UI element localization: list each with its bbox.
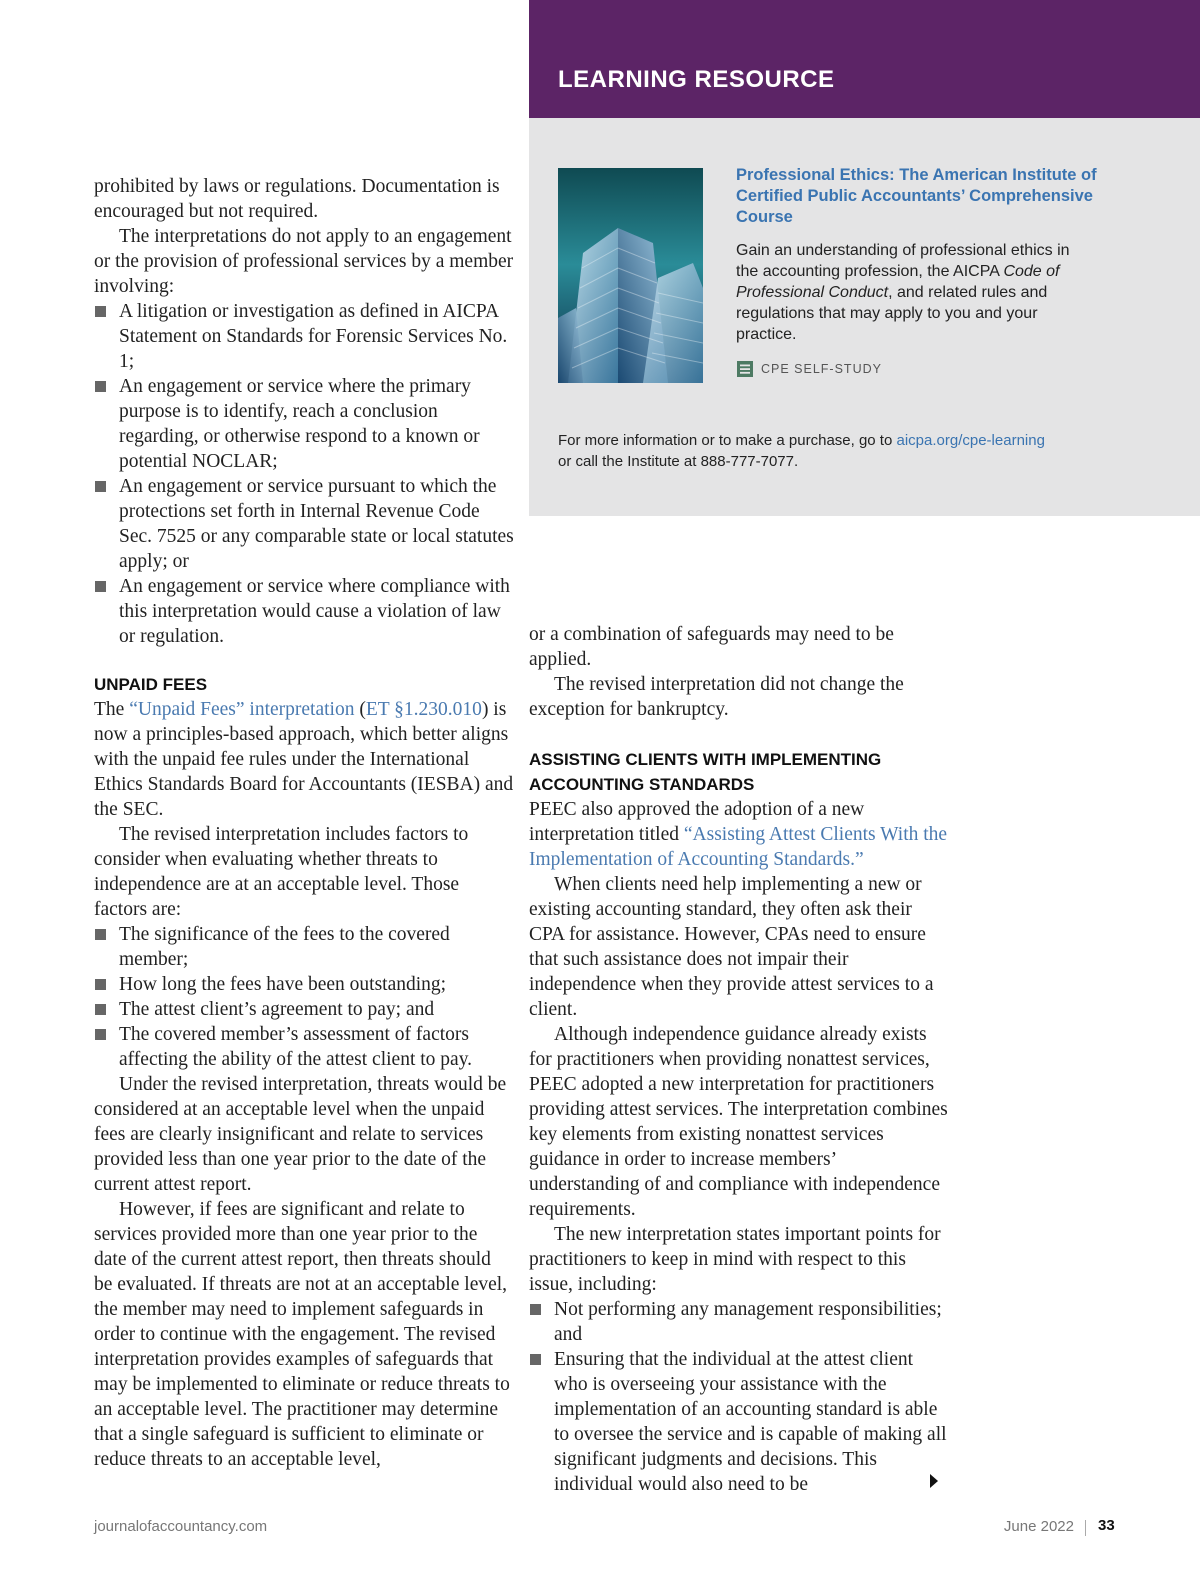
paragraph: The revised interpretation includes factors to consider when evaluating whether threats to independence are at an acceptable level. Those factors are:: [94, 824, 469, 920]
list-item: How long the fees have been outstanding;: [94, 972, 514, 997]
learning-resource-title: LEARNING RESOURCE: [558, 66, 835, 93]
left-column-top: [94, 174, 514, 649]
section-heading-unpaid-fees: UNPAID FEES: [94, 675, 208, 694]
more-info-phone: or call the Institute at 888-777-7077.: [558, 453, 799, 470]
list-item: The attest client’s agreement to pay; and: [94, 997, 514, 1022]
list-item: Not performing any management responsibilities; and: [529, 1297, 949, 1347]
page-number: 33: [1098, 1517, 1115, 1534]
text: ) is now a principles-based approach, which better aligns with the unpaid fee rules under the International Ethics Standards Board for Accountants (IESBA) and the SEC.: [94, 699, 514, 820]
paragraph: or a combination of safeguards may need to be applied.: [529, 624, 894, 670]
left-column-bottom: [94, 672, 514, 1472]
skyscraper-building-icon: [558, 168, 703, 383]
footer-site: journalofaccountancy.com: [94, 1518, 268, 1535]
paragraph: The new interpretation states important points for practitioners to keep in mind with respect to this issue, including:: [529, 1224, 941, 1295]
list-item: An engagement or service pursuant to which the protections set forth in Internal Revenue Code Sec. 7525 or any comparable state or local statutes apply; or: [94, 474, 514, 574]
course-description-italic: Code of Professional Conduct: [736, 263, 1060, 301]
paragraph: prohibited by laws or regulations. Documentation is encouraged but not required.: [94, 176, 500, 222]
aicpa-cpe-learning-link[interactable]: aicpa.org/cpe-learning: [896, 432, 1045, 449]
assisting-attest-clients-link[interactable]: “Assisting Attest Clients With the Implementation of Accounting Standards.”: [529, 824, 948, 870]
points-list: [529, 1297, 949, 1497]
cpe-format-label: CPE SELF-STUDY: [761, 362, 882, 376]
text: The: [94, 699, 130, 720]
course-cover-image[interactable]: [558, 168, 703, 383]
course-description: [736, 240, 1081, 345]
footer-date: June 2022: [1003, 1518, 1074, 1535]
right-column: [529, 622, 949, 1497]
paragraph: The revised interpretation did not change the exception for bankruptcy.: [529, 674, 904, 720]
list-item: Ensuring that the individual at the attest client who is overseeing your assistance with the implementation of an accounting standard is able to oversee the service and is capable of making all significant judgments and decisions. This individual would also need to be: [529, 1347, 949, 1497]
paragraph: The interpretations do not apply to an engagement or the provision of professional services by a member involving:: [94, 226, 514, 297]
factors-list: [94, 922, 514, 1072]
paragraph: Under the revised interpretation, threats would be considered at an acceptable level when the unpaid fees are clearly insignificant and relate to services provided less than one year prior to the date of the current attest report.: [94, 1074, 507, 1195]
more-info-text: [558, 430, 1118, 472]
spacer: [529, 722, 949, 747]
paragraph: When clients need help implementing a new or existing accounting standard, they often ask their CPA for assistance. However, CPAs need to ensure that such assistance does not impair their independence when they provide attest services to a client.: [529, 874, 934, 1020]
paragraph: [94, 697, 514, 822]
document-list-icon: [736, 360, 754, 378]
cpe-format-row: [736, 358, 882, 380]
paragraph: [529, 797, 949, 872]
learning-resource-header: [529, 0, 1200, 118]
list-item: An engagement or service where compliance with this interpretation would cause a violation of law or regulation.: [94, 574, 514, 649]
continue-arrow-icon: [930, 1474, 938, 1488]
course-title-link[interactable]: Professional Ethics: The American Institute of Certified Public Accountants’ Comprehensive Course: [736, 166, 1097, 226]
paragraph: However, if fees are significant and relate to services provided more than one year prior to the date of the current attest report, then threats should be evaluated. If threats are not at an acceptable level, the member may need to implement safeguards in order to continue with the engagement. The revised interpretation provides examples of safeguards that may be implemented to eliminate or reduce threats to an acceptable level. The practitioner may determine that a single safeguard is sufficient to eliminate or reduce threats to an acceptable level,: [94, 1199, 510, 1470]
list-item: A litigation or investigation as defined in AICPA Statement on Standards for Forensic Services No. 1;: [94, 299, 514, 374]
et-section-link[interactable]: ET §1.230.010: [365, 699, 482, 720]
text: (: [354, 699, 366, 720]
text: PEEC also approved the adoption of a new interpretation titled: [529, 799, 865, 845]
paragraph: Although independence guidance already exists for practitioners when providing nonattest services, PEEC adopted a new interpretation for practitioners providing attest services. The interpretation combines key elements from existing nonattest services guidance in order to increase members’ understanding of and compliance with independence requirements.: [529, 1024, 948, 1220]
footer-divider: [1085, 1520, 1086, 1536]
list-item: The covered member’s assessment of factors affecting the ability of the attest client to pay.: [94, 1022, 514, 1072]
course-description-text-end: , and related rules and regulations that may apply to you and your practice.: [736, 284, 1048, 343]
more-info-lead: For more information or to make a purchase, go to: [558, 432, 897, 449]
exclusions-list: [94, 299, 514, 649]
course-description-text: Gain an understanding of professional ethics in the accounting profession, the AICPA: [736, 242, 1070, 280]
list-item: An engagement or service where the primary purpose is to identify, reach a conclusion regarding, or otherwise respond to a known or potential NOCLAR;: [94, 374, 514, 474]
unpaid-fees-interpretation-link[interactable]: “Unpaid Fees” interpretation: [129, 699, 355, 720]
section-heading-assisting-clients: ASSISTING CLIENTS WITH IMPLEMENTING ACCOUNTING STANDARDS: [529, 750, 882, 794]
list-item: The significance of the fees to the covered member;: [94, 922, 514, 972]
